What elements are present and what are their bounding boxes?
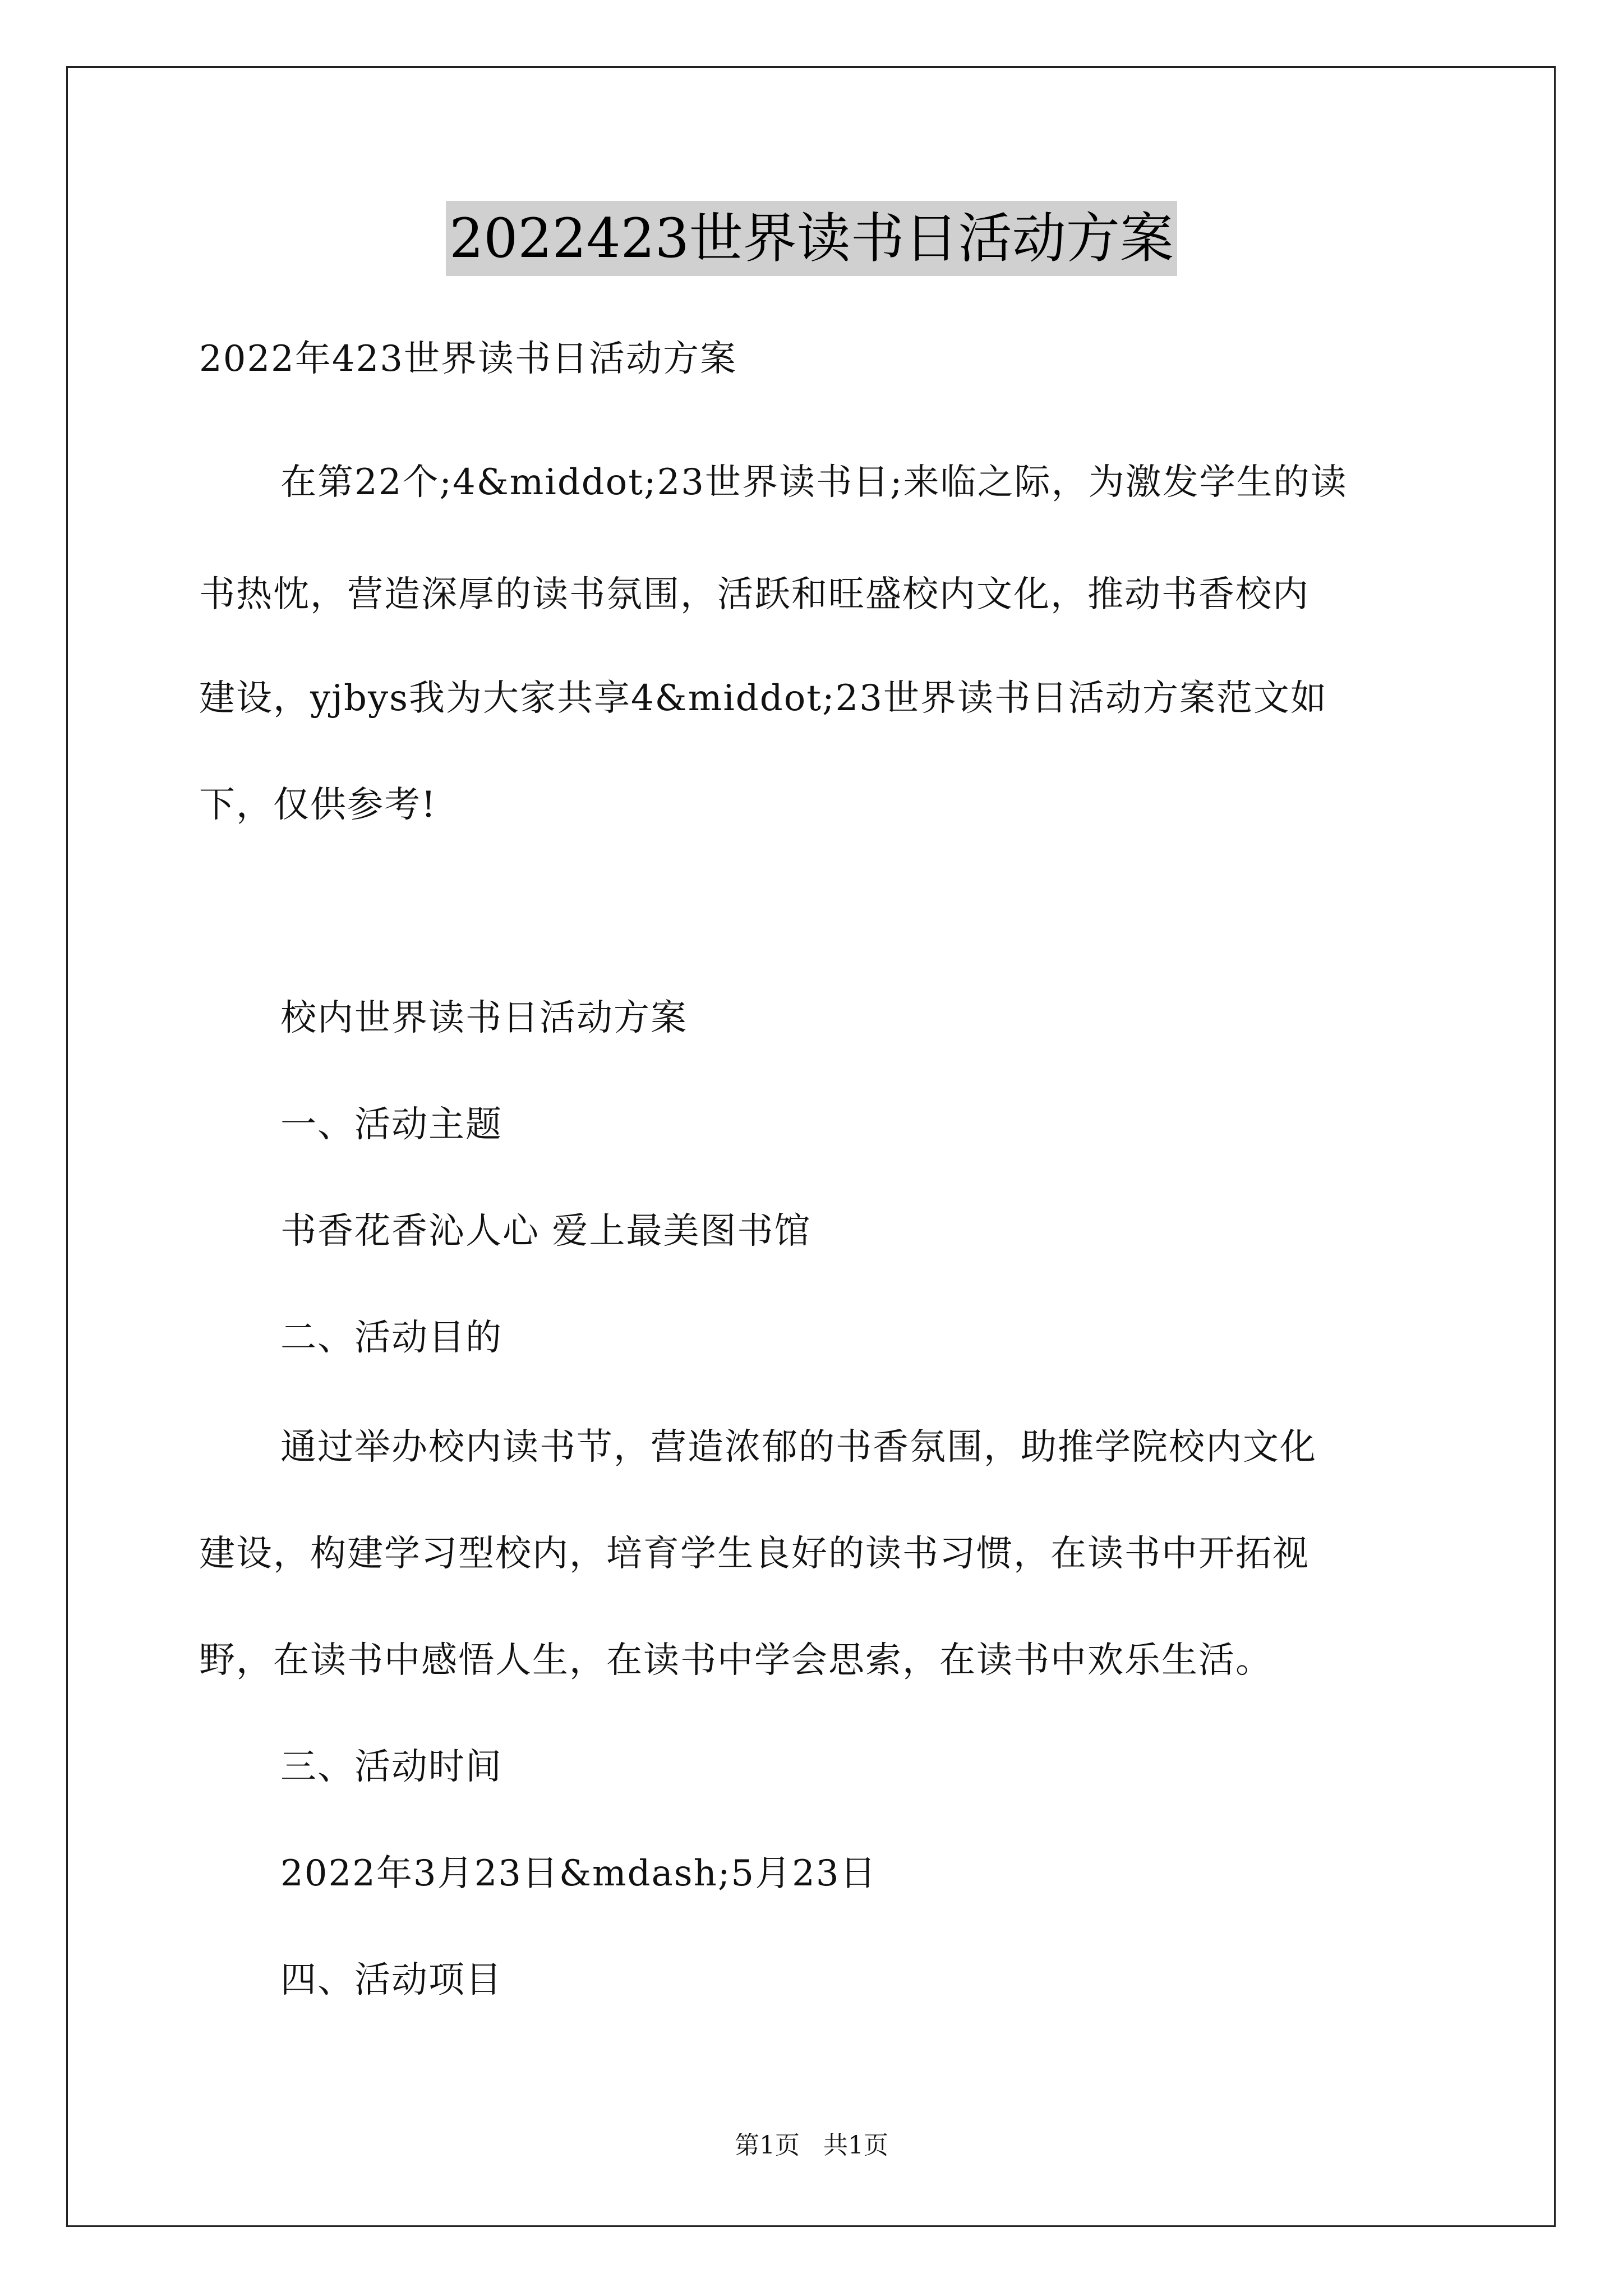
paragraph-line: 建设，yjbys我为大家共享4&middot;23世界读书日活动方案范文如 [199, 678, 1327, 719]
subtitle-line: 2022年423世界读书日活动方案 [199, 338, 737, 380]
theme-text: 书香花香沁人心 爱上最美图书馆 [280, 1211, 811, 1252]
section-title: 校内世界读书日活动方案 [280, 997, 688, 1039]
paragraph-line: 下，仅供参考! [199, 784, 437, 826]
heading-purpose: 二、活动目的 [280, 1317, 502, 1359]
paragraph-line: 在第22个;4&middot;23世界读书日;来临之际，为激发学生的读 [280, 462, 1348, 503]
paragraph-line: 通过举办校内读书节，营造浓郁的书香氛围，助推学院校内文化 [280, 1427, 1317, 1468]
heading-time: 三、活动时间 [280, 1746, 502, 1788]
heading-projects: 四、活动项目 [280, 1959, 502, 2001]
heading-theme: 一、活动主题 [280, 1104, 502, 1145]
page-footer: 第1页 共1页 [735, 2131, 888, 2160]
title-area [0, 201, 1623, 276]
document-title: 2022423世界读书日活动方案 [446, 201, 1177, 276]
time-text: 2022年3月23日&mdash;5月23日 [280, 1853, 877, 1894]
paragraph-line: 野，在读书中感悟人生，在读书中学会思索，在读书中欢乐生活。 [199, 1640, 1272, 1681]
paragraph-line: 建设，构建学习型校内，培育学生良好的读书习惯，在读书中开拓视 [199, 1533, 1310, 1575]
paragraph-line: 书热忱，营造深厚的读书氛围，活跃和旺盛校内文化，推动书香校内 [199, 574, 1310, 615]
